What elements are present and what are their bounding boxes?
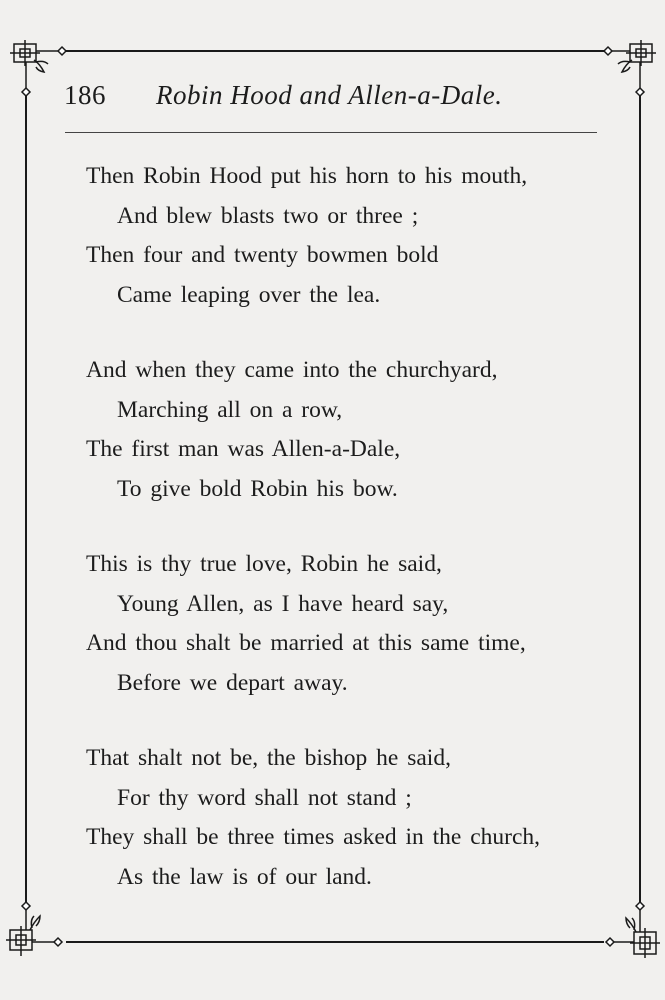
verse-line: Young Allen, as I have heard say, [117,590,449,617]
verse-line: For thy word shall not stand ; [117,784,412,811]
stanza-2 [86,351,626,509]
verse-line: And when they came into the churchyard, [86,357,498,383]
running-header [64,80,604,120]
verse-line: Came leaping over the lea. [117,281,381,308]
stanza-1 [86,157,626,315]
verse-line: That shalt not be, the bishop he said, [86,745,451,771]
verse-line: They shall be three times asked in the church, [86,824,541,850]
stanza-4 [86,739,626,897]
verse-line: This is thy true love, Robin he said, [86,551,442,577]
verse-line: The first man was Allen-a-Dale, [86,436,401,462]
verse-line: Then Robin Hood put his horn to his mouth, [86,163,528,189]
verse-line: To give bold Robin his bow. [117,475,398,502]
corner-ornament-top-right [604,40,656,96]
poem-body [86,157,626,933]
verse-line: And thou shalt be married at this same time, [86,630,526,656]
verse-line: As the law is of our land. [117,863,372,890]
running-title: Robin Hood and Allen-a-Dale. [156,80,503,110]
stanza-3 [86,545,626,703]
verse-line: And blew blasts two or three ; [117,202,419,229]
corner-ornament-bottom-left [6,902,62,956]
verse-line: Before we depart away. [117,669,348,696]
corner-ornament-top-left [10,40,66,96]
page-number: 186 [64,80,106,110]
verse-line: Then four and twenty bowmen bold [86,242,439,268]
verse-line: Marching all on a row, [117,396,343,423]
header-rule [65,132,597,133]
